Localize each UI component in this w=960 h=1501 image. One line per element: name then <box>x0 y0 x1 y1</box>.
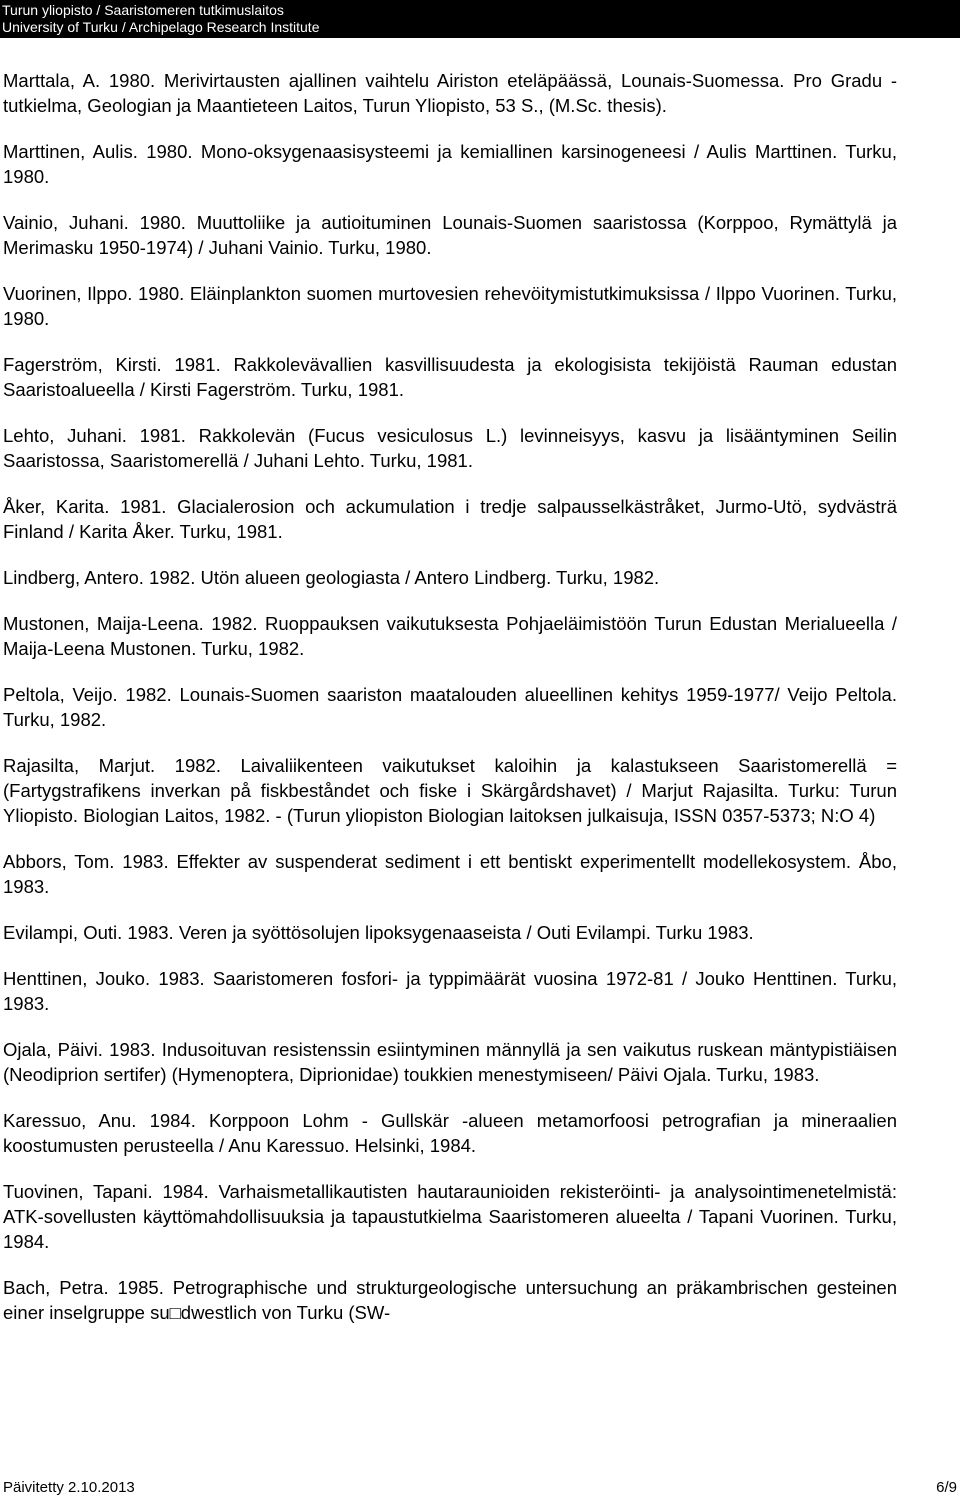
bibliography-entry: Lindberg, Antero. 1982. Utön alueen geologiasta / Antero Lindberg. Turku, 1982. <box>3 567 660 588</box>
bibliography-entry: Henttinen, Jouko. 1983. Saaristomeren fosfori- ja typpimäärät vuosina 1972-81 / Jouko Henttinen. Turku, 1983. <box>3 968 897 1014</box>
bibliography-entry: Rajasilta, Marjut. 1982. Laivaliikenteen vaikutukset kaloihin ja kalastukseen Saaristomerellä = (Fartygstrafikens inverkan på fiskbeståndet och fiske i Skärgårdshavet) / Marjut Rajasilta. Turku: Turun Yliopisto. Biologian Laitos, 1982. - (Turun yliopiston Biologian laitoksen julkaisuja, ISSN 0357-5373; N:O 4) <box>3 755 897 826</box>
bibliography-entry: Peltola, Veijo. 1982. Lounais-Suomen saariston maatalouden alueellinen kehitys 1959-1977/ Veijo Peltola. Turku, 1982. <box>3 684 897 730</box>
page-footer <box>3 1478 957 1498</box>
bibliography-entry: Åker, Karita. 1981. Glacialerosion och ackumulation i tredje salpausselkästråket, Jurmo-Utö, sydvästrä Finland / Karita Åker. Turku, 1981. <box>3 496 897 542</box>
bibliography-entry: Vuorinen, Ilppo. 1980. Eläinplankton suomen murtovesien rehevöitymistutkimuksissa / Ilppo Vuorinen. Turku, 1980. <box>3 283 897 329</box>
bibliography-entry: Karessuo, Anu. 1984. Korppoon Lohm - Gullskär -alueen metamorfoosi petrografian ja mineraalien koostumusten perusteella / Anu Karessuo. Helsinki, 1984. <box>3 1110 897 1156</box>
page-number: 6/9 <box>936 1479 957 1496</box>
bibliography-entry: Mustonen, Maija-Leena. 1982. Ruoppauksen vaikutuksesta Pohjaeläimistöön Turun Edustan Merialueella / Maija-Leena Mustonen. Turku, 1982. <box>3 613 897 659</box>
header-institution-fi: Turun yliopisto / Saaristomeren tutkimuslaitos <box>2 2 284 18</box>
bibliography-entry: Abbors, Tom. 1983. Effekter av suspenderat sediment i ett bentiskt experimentellt modellekosystem. Åbo, 1983. <box>3 851 897 897</box>
header-institution-en: University of Turku / Archipelago Research Institute <box>2 19 320 35</box>
bibliography-list <box>3 68 897 1325</box>
page-header <box>0 0 960 38</box>
bibliography-entry: Evilampi, Outi. 1983. Veren ja syöttösolujen lipoksygenaaseista / Outi Evilampi. Turku 1983. <box>3 922 754 943</box>
bibliography-entry: Tuovinen, Tapani. 1984. Varhaismetallikautisten hautaraunioiden rekisteröinti- ja analysointimenetelmistä: ATK-sovellusten käyttömahdollisuuksia ja tapaustutkielma Saaristomeren alueelta / Tapani Vuorinen. Turku, 1984. <box>3 1181 897 1252</box>
bibliography-entry: Vainio, Juhani. 1980. Muuttoliike ja autioituminen Lounais-Suomen saaristossa (Korppoo, Rymättylä ja Merimasku 1950-1974) / Juhani Vainio. Turku, 1980. <box>3 212 897 258</box>
bibliography-entry: Marttinen, Aulis. 1980. Mono-oksygenaasisysteemi ja kemiallinen karsinogeneesi / Aulis Marttinen. Turku, 1980. <box>3 141 897 187</box>
bibliography-entry: Ojala, Päivi. 1983. Indusoituvan resistenssin esiintyminen männyllä ja sen vaikutus ruskean mäntypistiäisen (Neodiprion sertifer) (Hymenoptera, Diprionidae) toukkien menestymiseen/ Päivi Ojala. Turku, 1983. <box>3 1039 897 1085</box>
bibliography-entry: Bach, Petra. 1985. Petrographische und strukturgeologische untersuchung an präkambrischen gesteinen einer inselgruppe su□dwestlich von Turku (SW- <box>3 1277 897 1323</box>
updated-date: Päivitetty 2.10.2013 <box>3 1479 135 1496</box>
bibliography-entry: Lehto, Juhani. 1981. Rakkolevän (Fucus vesiculosus L.) levinneisyys, kasvu ja lisääntyminen Seilin Saaristossa, Saaristomerellä / Juhani Lehto. Turku, 1981. <box>3 425 897 471</box>
bibliography-entry: Fagerström, Kirsti. 1981. Rakkolevävallien kasvillisuudesta ja ekologisista tekijöistä Rauman edustan Saaristoalueella / Kirsti Fagerström. Turku, 1981. <box>3 354 897 400</box>
bibliography-entry: Marttala, A. 1980. Merivirtausten ajallinen vaihtelu Airiston eteläpäässä, Lounais-Suomessa. Pro Gradu -tutkielma, Geologian ja Maantieteen Laitos, Turun Yliopisto, 53 S., (M.Sc. thesis). <box>3 70 897 116</box>
